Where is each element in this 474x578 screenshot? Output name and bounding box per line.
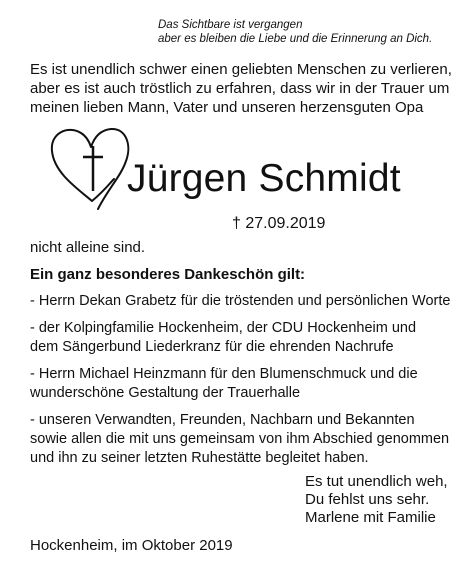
deceased-name: Jürgen Schmidt	[127, 157, 401, 200]
thanks-item-line: - Herrn Michael Heinzmann für den Blumenschmuck und die	[30, 366, 418, 382]
intro-line-3: meinen lieben Mann, Vater und unseren herzensguten Opa	[30, 99, 424, 116]
thanks-item-line: - unseren Verwandten, Freunden, Nachbarn und Bekannten	[30, 412, 415, 428]
thanks-item-line: - der Kolpingfamilie Hockenheim, der CDU Hockenheim und	[30, 320, 417, 336]
closing-line-2: Du fehlst uns sehr.	[305, 491, 430, 508]
thanks-item	[30, 411, 448, 468]
intro-closing: nicht alleine sind.	[30, 239, 146, 256]
motto	[158, 18, 458, 46]
thanks-list	[30, 292, 451, 476]
thanks-item-line: sowie allen die mit uns gemeinsam von ihm Abschied genommen	[30, 431, 450, 447]
thanks-item-line: wunderschöne Gestaltung der Trauerhalle	[30, 385, 301, 401]
thanks-item	[30, 319, 448, 357]
thanks-item	[30, 365, 448, 403]
place-date: Hockenheim, im Oktober 2019	[30, 537, 233, 554]
death-date: † 27.09.2019	[232, 215, 326, 232]
intro-line-2: aber es ist auch tröstlich zu erfahren, dass wir in der Trauer um	[30, 80, 450, 97]
closing-signature: Marlene mit Familie	[305, 509, 436, 526]
intro-line-1: Es ist unendlich schwer einen geliebten Menschen zu verlieren,	[30, 61, 452, 78]
heart-cross-icon	[48, 121, 134, 217]
intro-text	[30, 60, 450, 117]
motto-line-1: Das Sichtbare ist vergangen	[158, 19, 303, 31]
thanks-heading: Ein ganz besonderes Dankeschön gilt:	[30, 266, 306, 283]
thanks-item	[30, 292, 451, 311]
thanks-item-line: - Herrn Dekan Grabetz für die tröstenden und persönlichen Worte	[30, 293, 451, 309]
motto-line-2: aber es bleiben die Liebe und die Erinnerung an Dich.	[158, 33, 433, 45]
thanks-item-line: dem Sängerbund Liederkranz für die ehrenden Nachrufe	[30, 339, 394, 355]
thanks-item-line: und ihn zu seiner letzten Ruhestätte begleitet haben.	[30, 450, 369, 466]
closing-lines	[305, 473, 448, 527]
closing-line-1: Es tut unendlich weh,	[305, 473, 448, 490]
